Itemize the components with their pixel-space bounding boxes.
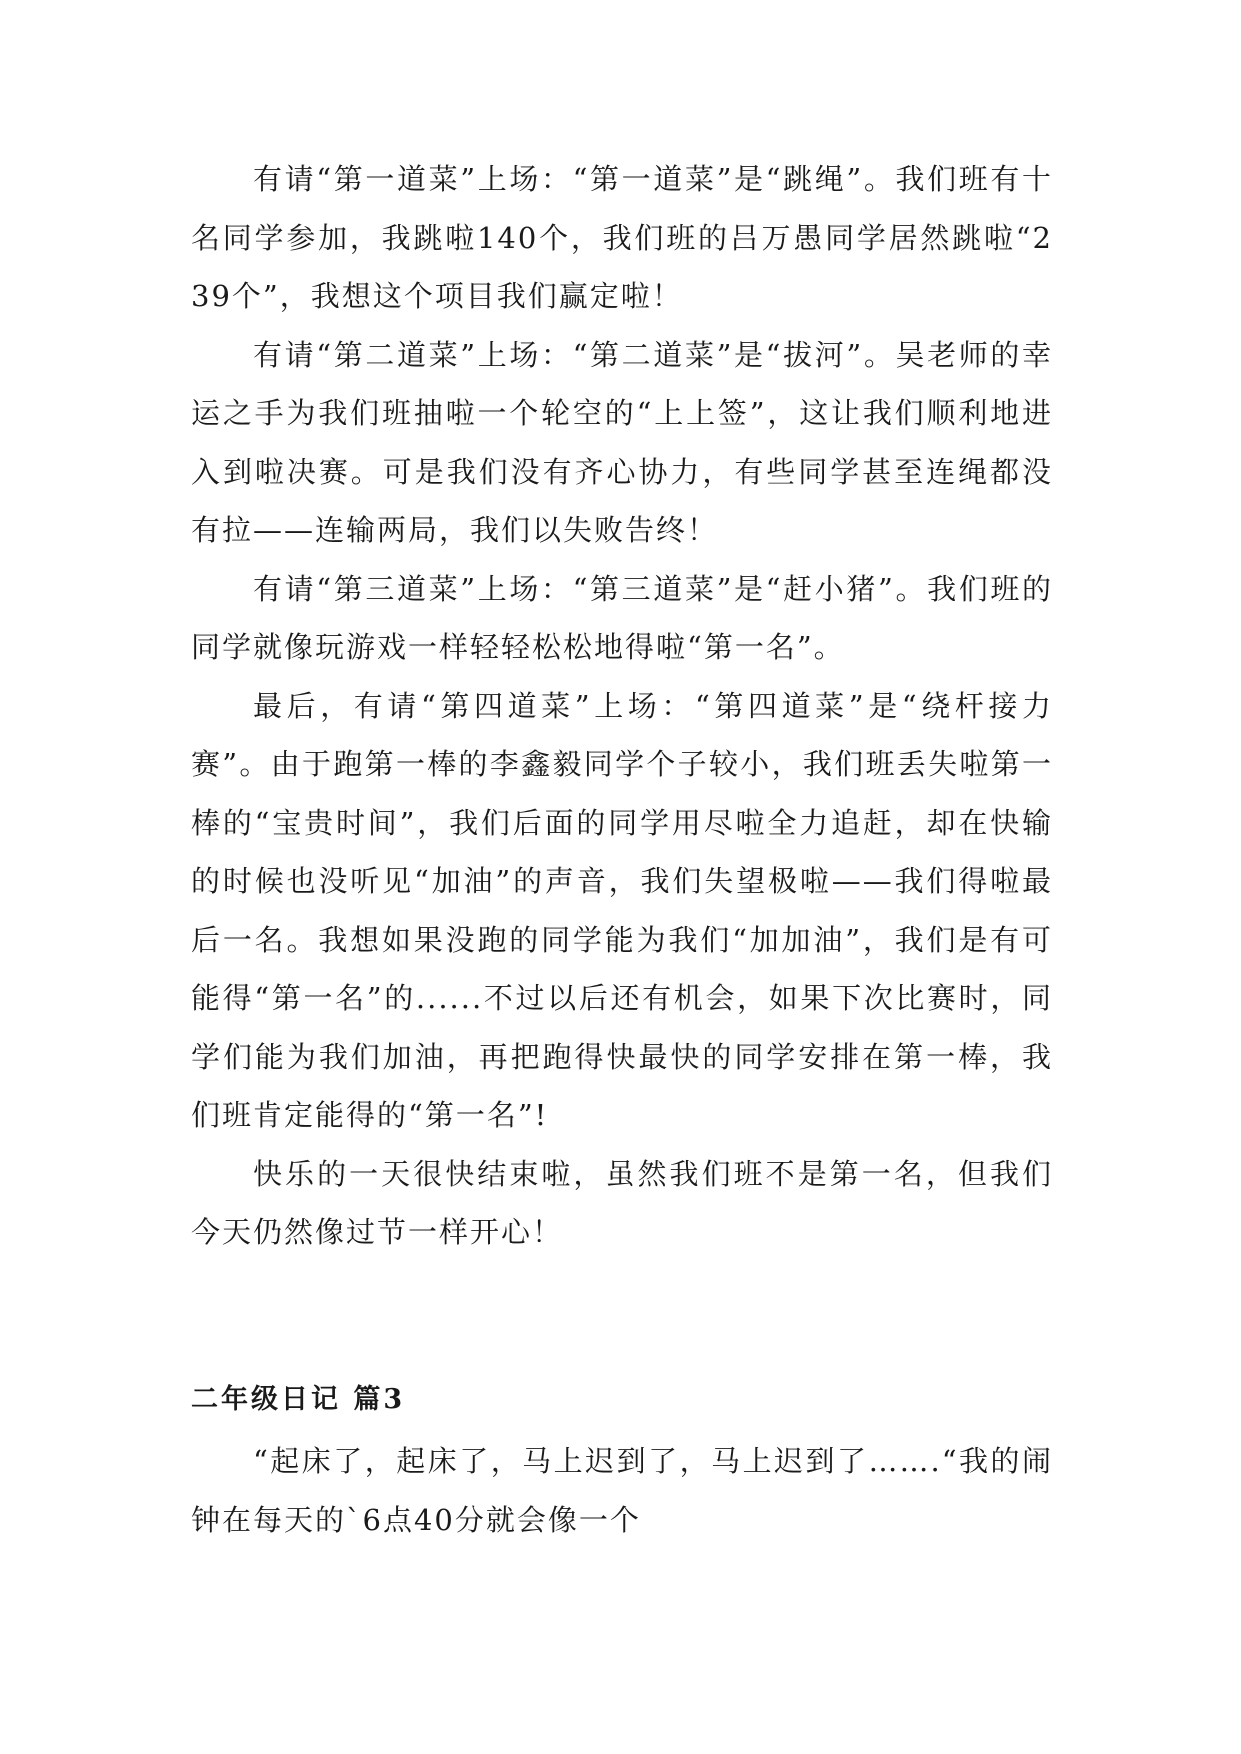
paragraph-jump-rope: 有请“第一道菜”上场：“第一道菜”是“跳绳”。我们班有十名同学参加，我跳啦140个，我们班的吕万愚同学居然跳啦“239个”，我想这个项目我们赢定啦！	[191, 162, 1053, 313]
paragraph-alarm-clock: “起床了，起床了，马上迟到了，马上迟到了…….“我的闹钟在每天的`6点40分就会像一个	[191, 1444, 1053, 1537]
section-body	[191, 1432, 1053, 1549]
document-body	[191, 150, 1053, 1262]
paragraph-tug-of-war: 有请“第二道菜”上场：“第二道菜”是“拔河”。吴老师的幸运之手为我们班抽啦一个轮空的“上上签”，这让我们顺利地进入到啦决赛。可是我们没有齐心协力，有些同学甚至连绳都没有拉——连输两局，我们以失败告终！	[191, 337, 1053, 547]
section-title: 二年级日记 篇3	[191, 1384, 406, 1415]
paragraph-conclusion: 快乐的一天很快结束啦，虽然我们班不是第一名，但我们今天仍然像过节一样开心！	[191, 1156, 1053, 1249]
paragraph-relay-race: 最后，有请“第四道菜”上场：“第四道菜”是“绕杆接力赛”。由于跑第一棒的李鑫毅同学个子较小，我们班丢失啦第一棒的“宝贵时间”，我们后面的同学用尽啦全力追赶，却在快输的时候也没听见“加油”的声音，我们失望极啦——我们得啦最后一名。我想如果没跑的同学能为我们“加加油”，我们是有可能得“第一名”的......不过以后还有机会，如果下次比赛时，同学们能为我们加油，再把跑得快最快的同学安排在第一棒，我们班肯定能得的“第一名”!	[191, 688, 1053, 1132]
paragraph-pig-race: 有请“第三道菜”上场：“第三道菜”是“赶小猪”。我们班的同学就像玩游戏一样轻轻松松地得啦“第一名”。	[191, 571, 1053, 664]
